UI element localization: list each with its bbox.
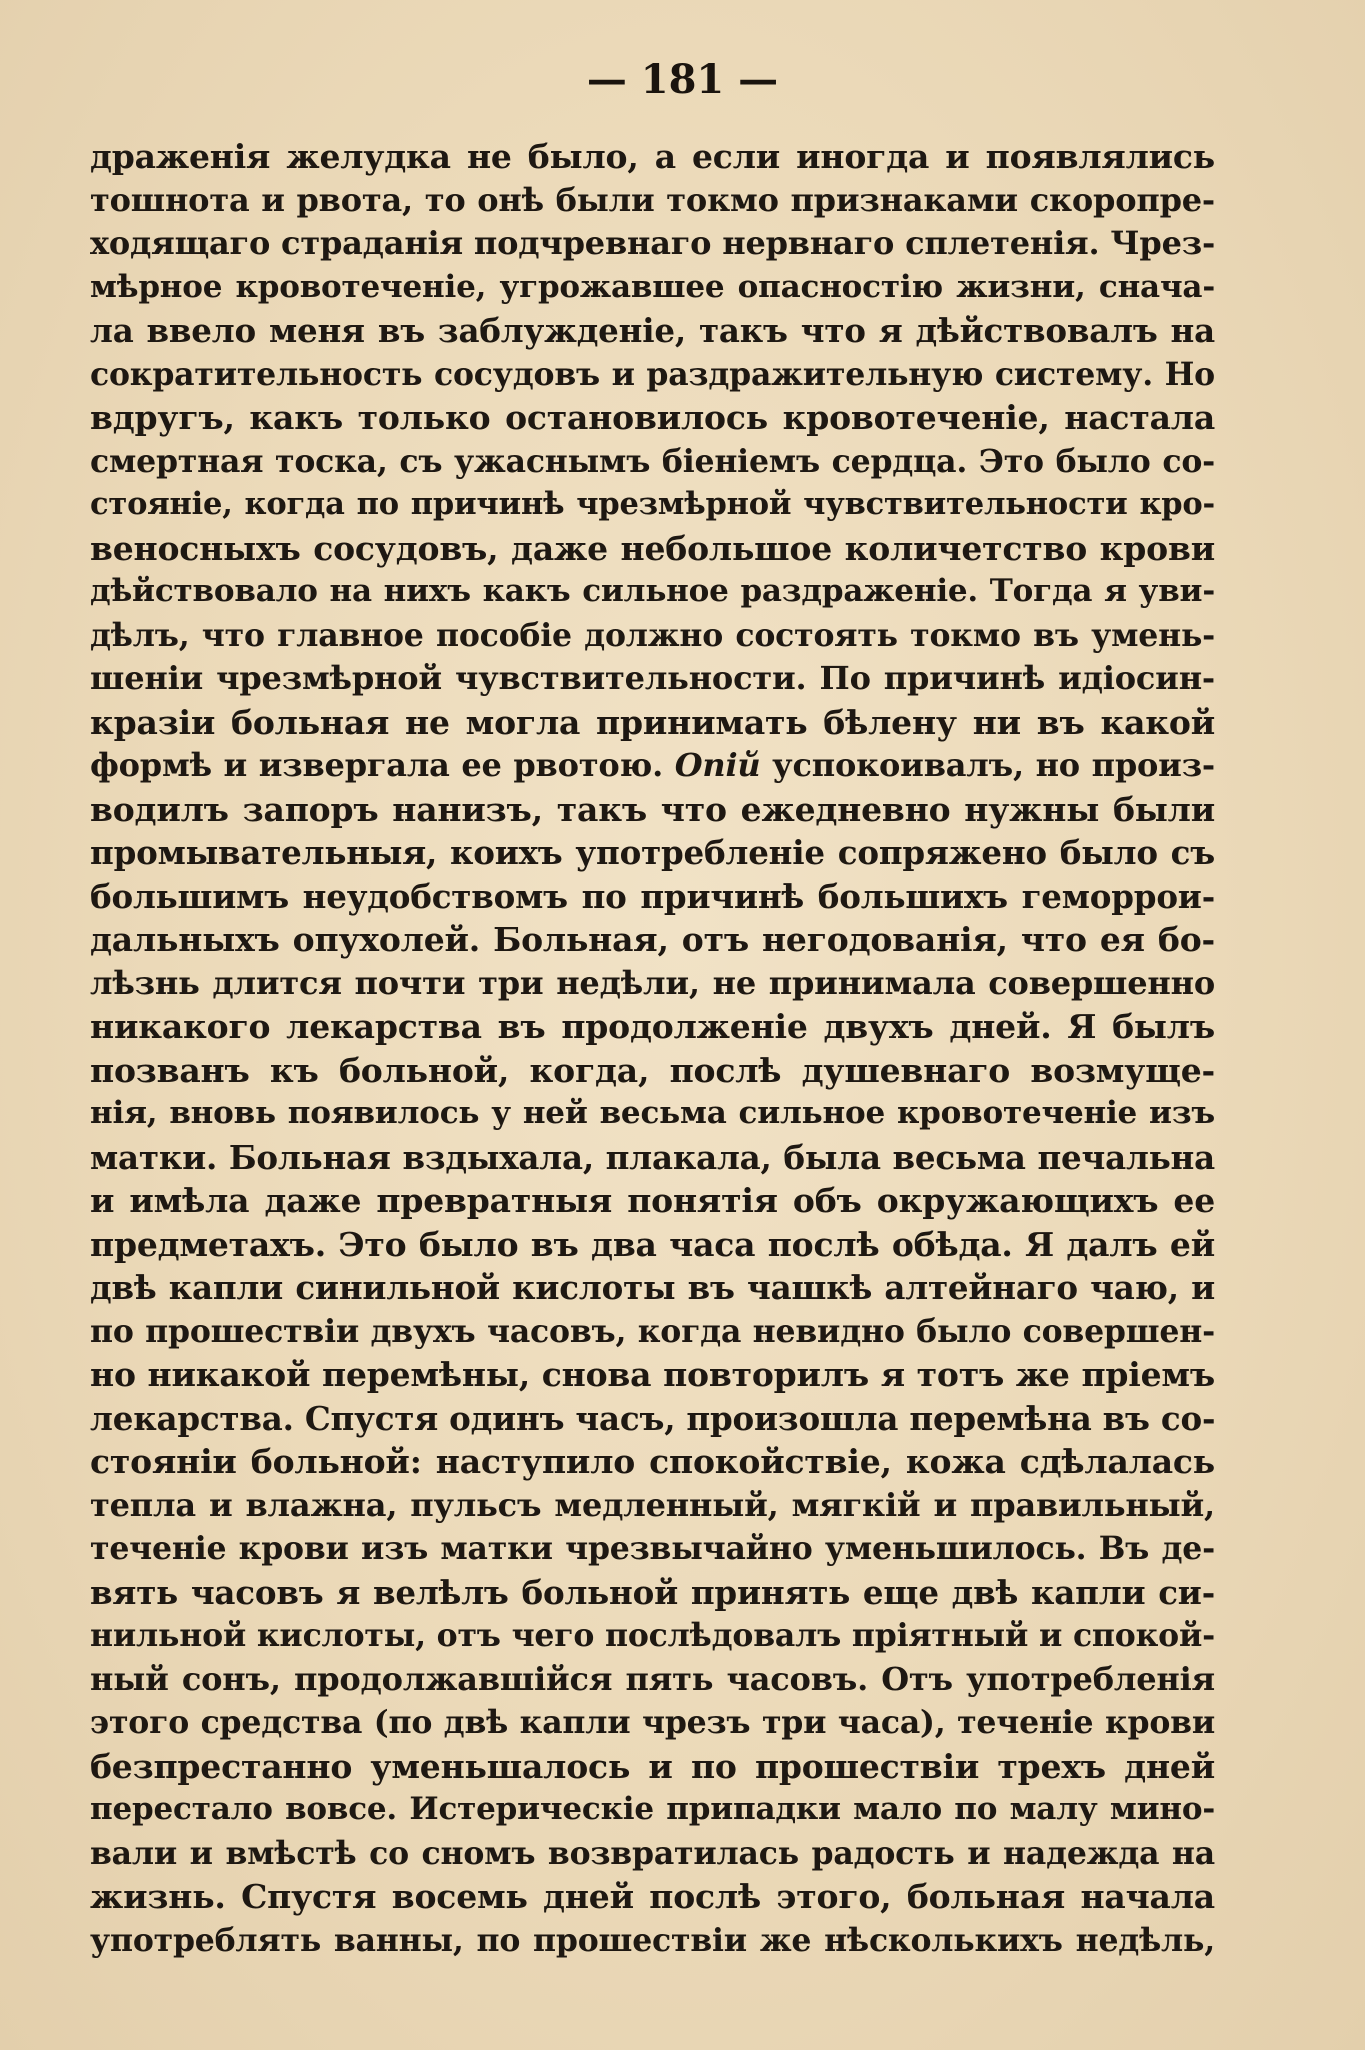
text-line: вали и вмѣстѣ со сномъ возвратилась радость и надежда на [90, 1834, 1215, 1872]
text-line: мѣрное кровотеченіе, угрожавшее опасностію жизни, снача- [90, 268, 1215, 305]
text-line: дѣлъ, что главное пособіе должно состоять токмо въ умень- [90, 616, 1215, 654]
text-line: жизнь. Спустя восемь дней послѣ этого, больная начала [90, 1877, 1215, 1916]
text-line: вдругъ, какъ только остановилось кровотеченіе, настала [90, 398, 1215, 437]
text-line: смертная тоска, съ ужаснымъ біеніемъ сердца. Это было со- [90, 442, 1215, 480]
text-line: большимъ неудобствомъ по причинѣ большихъ геморрои- [90, 876, 1215, 916]
text-line: лекарства. Спустя одинъ часъ, произошла перемѣна въ со- [90, 1398, 1215, 1438]
text-line: ла ввело меня въ заблужденіе, такъ что я дѣйствовалъ на [90, 311, 1215, 350]
text-line: этого средства (по двѣ капли чрезъ три часа), теченіе крови [90, 1704, 1215, 1741]
text-line: формѣ и извергала ее рвотою. Опій успокоивалъ, но произ- [90, 746, 1215, 784]
text-line: и имѣла даже превратныя понятія объ окружающихъ ее [90, 1181, 1215, 1220]
text-line: нильной кислоты, отъ чего послѣдовалъ пріятный и спокой- [90, 1617, 1215, 1654]
text-line: веносныхъ сосудовъ, даже небольшое количетство крови [90, 528, 1215, 568]
text-line: кразіи больная не могла принимать бѣлену ни въ какой [90, 702, 1215, 742]
text-line: лѣзнь длится почти три недѣли, не принимала совершенно [90, 963, 1215, 1002]
text-line: перестало вовсе. Истерическіе припадки мало по малу мино- [90, 1791, 1215, 1827]
text-line: ный сонъ, продолжавшійся пять часовъ. Отъ употребленія [90, 1659, 1215, 1698]
text-line: водилъ запоръ нанизъ, такъ что ежедневно нужны были [90, 789, 1215, 829]
text-line: шеніи чрезмѣрной чувствительности. По причинѣ идіосин- [90, 659, 1215, 697]
text-line: по прошествіи двухъ часовъ, когда невидно было совершен- [90, 1312, 1215, 1350]
text-line: дѣйствовало на нихъ какъ сильное раздраженіе. Тогда я уви- [90, 573, 1215, 609]
text-line: теченіе крови изъ матки чрезвычайно уменьшилось. Въ де- [90, 1530, 1215, 1567]
text-line: ходящаго страданія подчревнаго нервнаго сплетенія. Чрез- [90, 224, 1215, 262]
text-line: позванъ къ больной, когда, послѣ душевнаго возмуще- [90, 1050, 1215, 1090]
text-line: сократительность сосудовъ и раздражительную систему. Но [90, 355, 1215, 393]
page-number: — 181 — [586, 56, 779, 103]
text-line: матки. Больная вздыхала, плакала, была весьма печальна [90, 1137, 1215, 1177]
text-line: тошнота и рвота, то онѣ были токмо признаками скоропре- [90, 180, 1215, 219]
text-line: стояніе, когда по причинѣ чрезмѣрной чувствительности кро- [90, 486, 1215, 522]
text-line: драженія желудка не было, а если иногда и появлялись [90, 137, 1215, 176]
text-line: но никакой перемѣны, снова повторилъ я тотъ же пріемъ [90, 1355, 1215, 1394]
text-line: никакого лекарства въ продолженіе двухъ дней. Я былъ [90, 1007, 1215, 1046]
italic-word: Опій [674, 746, 761, 784]
text-line: употреблять ванны, по прошествіи же нѣсколькихъ недѣль, [90, 1921, 1215, 1959]
text-line: нія, вновь появилось у ней весьма сильное кровотеченіе изъ [90, 1095, 1215, 1131]
text-line: двѣ капли синильной кислоты въ чашкѣ алтейнаго чаю, и [90, 1268, 1215, 1307]
text-line: стояніи больной: наступило спокойствіе, кожа сдѣлалась [90, 1442, 1215, 1481]
text-line: вять часовъ я велѣлъ больной принять еще двѣ капли си- [90, 1572, 1215, 1612]
body-text [90, 135, 1215, 1962]
text-line: промывательныя, коихъ употребленіе сопряжено было съ [90, 833, 1215, 872]
text-line: предметахъ. Это было въ два часа послѣ обѣда. Я далъ ей [90, 1224, 1215, 1264]
text-line: дальныхъ опухолей. Больная, отъ негодованія, что ея бо- [90, 920, 1215, 959]
text-line: безпрестанно уменьшалось и по прошествіи трехъ дней [90, 1746, 1215, 1786]
text-line: тепла и влажна, пульсъ медленный, мягкій и правильный, [90, 1485, 1215, 1524]
